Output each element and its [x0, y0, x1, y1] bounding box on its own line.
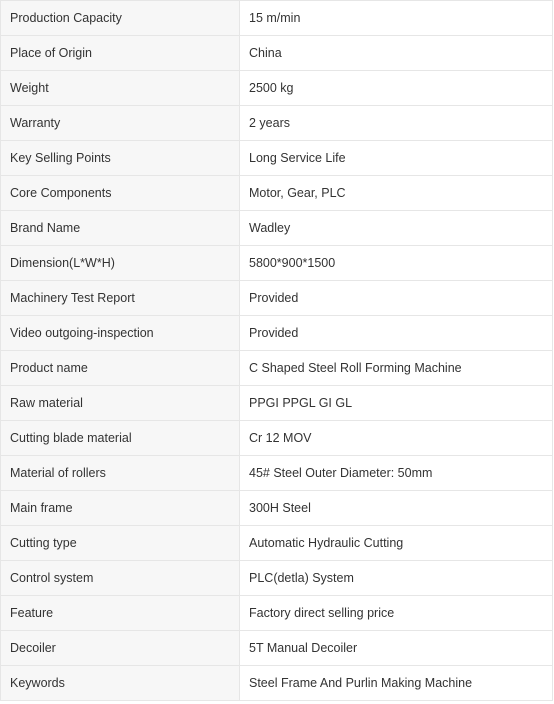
- spec-label: Weight: [1, 71, 240, 106]
- spec-value: Long Service Life: [240, 141, 553, 176]
- table-row: [1, 561, 553, 596]
- spec-label: Decoiler: [1, 631, 240, 666]
- spec-label: Feature: [1, 596, 240, 631]
- table-row: [1, 281, 553, 316]
- table-row: [1, 141, 553, 176]
- spec-value: C Shaped Steel Roll Forming Machine: [240, 351, 553, 386]
- spec-value: China: [240, 36, 553, 71]
- spec-label: Video outgoing-inspection: [1, 316, 240, 351]
- table-row: [1, 351, 553, 386]
- spec-label: Keywords: [1, 666, 240, 701]
- table-row: [1, 631, 553, 666]
- table-row: [1, 421, 553, 456]
- table-row: [1, 36, 553, 71]
- table-row: [1, 211, 553, 246]
- spec-value: 300H Steel: [240, 491, 553, 526]
- specification-table-body: [1, 1, 553, 701]
- table-row: [1, 666, 553, 701]
- spec-label: Raw material: [1, 386, 240, 421]
- spec-value: 2500 kg: [240, 71, 553, 106]
- table-row: [1, 526, 553, 561]
- spec-label: Product name: [1, 351, 240, 386]
- spec-label: Main frame: [1, 491, 240, 526]
- spec-value: Provided: [240, 281, 553, 316]
- spec-label: Key Selling Points: [1, 141, 240, 176]
- table-row: [1, 596, 553, 631]
- table-row: [1, 386, 553, 421]
- spec-label: Cutting type: [1, 526, 240, 561]
- spec-label: Place of Origin: [1, 36, 240, 71]
- spec-value: Cr 12 MOV: [240, 421, 553, 456]
- table-row: [1, 71, 553, 106]
- spec-value: Provided: [240, 316, 553, 351]
- spec-value: Steel Frame And Purlin Making Machine: [240, 666, 553, 701]
- spec-value: 2 years: [240, 106, 553, 141]
- spec-label: Cutting blade material: [1, 421, 240, 456]
- spec-value: Wadley: [240, 211, 553, 246]
- spec-value: PLC(detla) System: [240, 561, 553, 596]
- spec-value: Automatic Hydraulic Cutting: [240, 526, 553, 561]
- table-row: [1, 246, 553, 281]
- spec-label: Core Components: [1, 176, 240, 211]
- spec-value: 45# Steel Outer Diameter: 50mm: [240, 456, 553, 491]
- spec-label: Material of rollers: [1, 456, 240, 491]
- table-row: [1, 176, 553, 211]
- spec-label: Machinery Test Report: [1, 281, 240, 316]
- spec-label: Production Capacity: [1, 1, 240, 36]
- table-row: [1, 106, 553, 141]
- table-row: [1, 1, 553, 36]
- table-row: [1, 316, 553, 351]
- spec-value: Motor, Gear, PLC: [240, 176, 553, 211]
- spec-label: Warranty: [1, 106, 240, 141]
- spec-label: Dimension(L*W*H): [1, 246, 240, 281]
- spec-value: Factory direct selling price: [240, 596, 553, 631]
- table-row: [1, 456, 553, 491]
- spec-value: PPGI PPGL GI GL: [240, 386, 553, 421]
- spec-value: 15 m/min: [240, 1, 553, 36]
- spec-value: 5800*900*1500: [240, 246, 553, 281]
- spec-label: Brand Name: [1, 211, 240, 246]
- table-row: [1, 491, 553, 526]
- spec-value: 5T Manual Decoiler: [240, 631, 553, 666]
- spec-label: Control system: [1, 561, 240, 596]
